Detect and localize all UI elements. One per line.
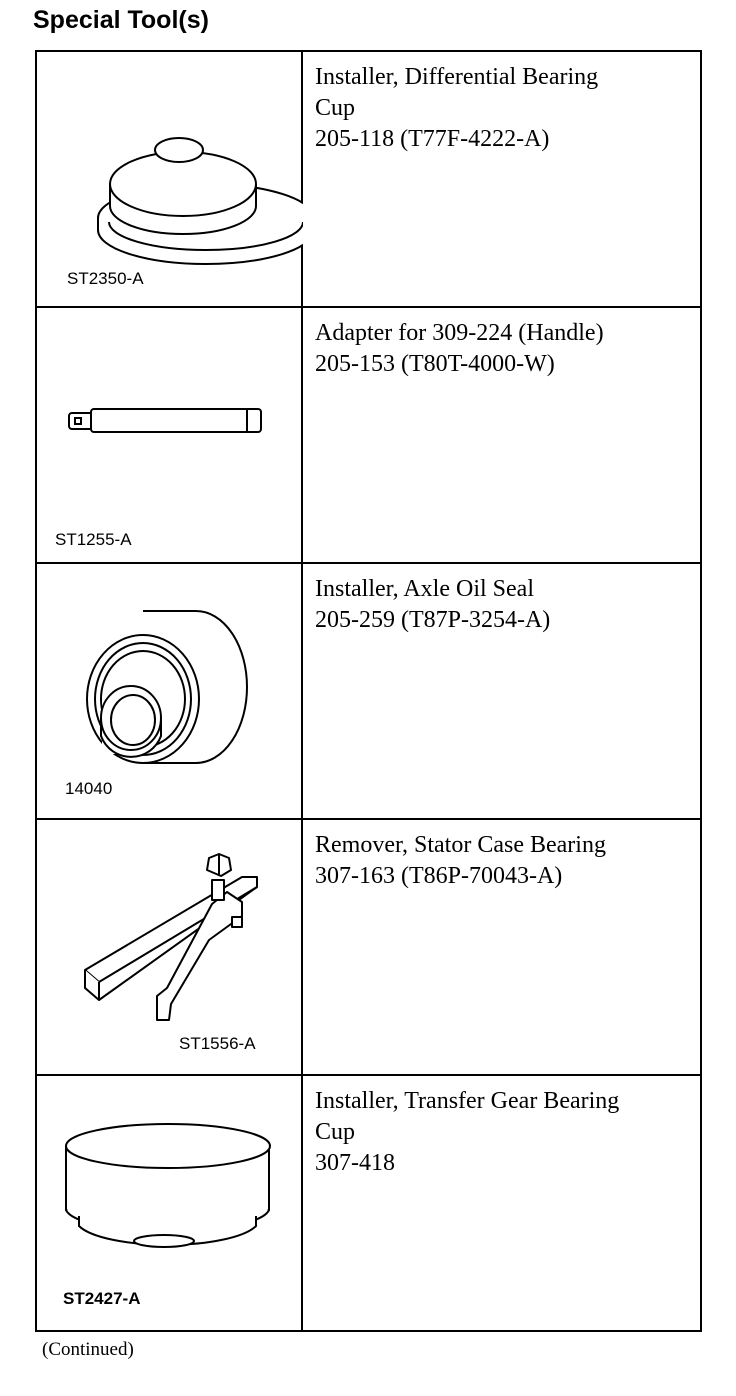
tool-name: Adapter for 309-224 (Handle) xyxy=(315,320,604,346)
tool-row xyxy=(36,819,701,1075)
tool-description-cell xyxy=(302,819,701,1075)
tool-name: Remover, Stator Case Bearing xyxy=(315,832,606,858)
tool-number: 205-259 (T87P-3254-A) xyxy=(315,607,551,633)
special-tools-table xyxy=(35,50,702,1332)
tool-number: 307-163 (T86P-70043-A) xyxy=(315,863,563,889)
tool-row xyxy=(36,563,701,819)
tool-description-cell xyxy=(302,1075,701,1331)
tool-image-cell xyxy=(36,563,302,819)
stator-case-bearing-remover-illustration xyxy=(37,820,303,1074)
tool-image-cell xyxy=(36,1075,302,1331)
tool-code: 14040 xyxy=(65,779,113,798)
tool-code: ST1556-A xyxy=(179,1034,256,1053)
page-title: Special Tool(s) xyxy=(33,6,209,34)
tool-name: Installer, Transfer Gear Bearing xyxy=(315,1088,620,1114)
tool-image-cell xyxy=(36,51,302,307)
tool-description-cell xyxy=(302,307,701,563)
tool-name-continued: Cup xyxy=(315,95,356,121)
tool-description-cell xyxy=(302,563,701,819)
tool-row xyxy=(36,1075,701,1331)
tool-row xyxy=(36,51,701,307)
tool-code: ST2350-A xyxy=(67,269,144,288)
tool-row xyxy=(36,307,701,563)
differential-bearing-cup-installer-illustration xyxy=(37,52,303,306)
tool-name: Installer, Axle Oil Seal xyxy=(315,576,534,602)
tool-code: ST2427-A xyxy=(63,1289,141,1308)
continued-note: (Continued) xyxy=(42,1339,134,1360)
tool-image-cell xyxy=(36,307,302,563)
tool-image-cell xyxy=(36,819,302,1075)
tool-name: Installer, Differential Bearing xyxy=(315,64,599,90)
tool-name-continued: Cup xyxy=(315,1119,356,1145)
tool-number: 307-418 xyxy=(315,1150,395,1176)
tool-description-cell xyxy=(302,51,701,307)
handle-adapter-illustration xyxy=(37,308,303,562)
tool-number: 205-153 (T80T-4000-W) xyxy=(315,351,555,377)
tool-code: ST1255-A xyxy=(55,530,132,549)
tool-number: 205-118 (T77F-4222-A) xyxy=(315,126,550,152)
